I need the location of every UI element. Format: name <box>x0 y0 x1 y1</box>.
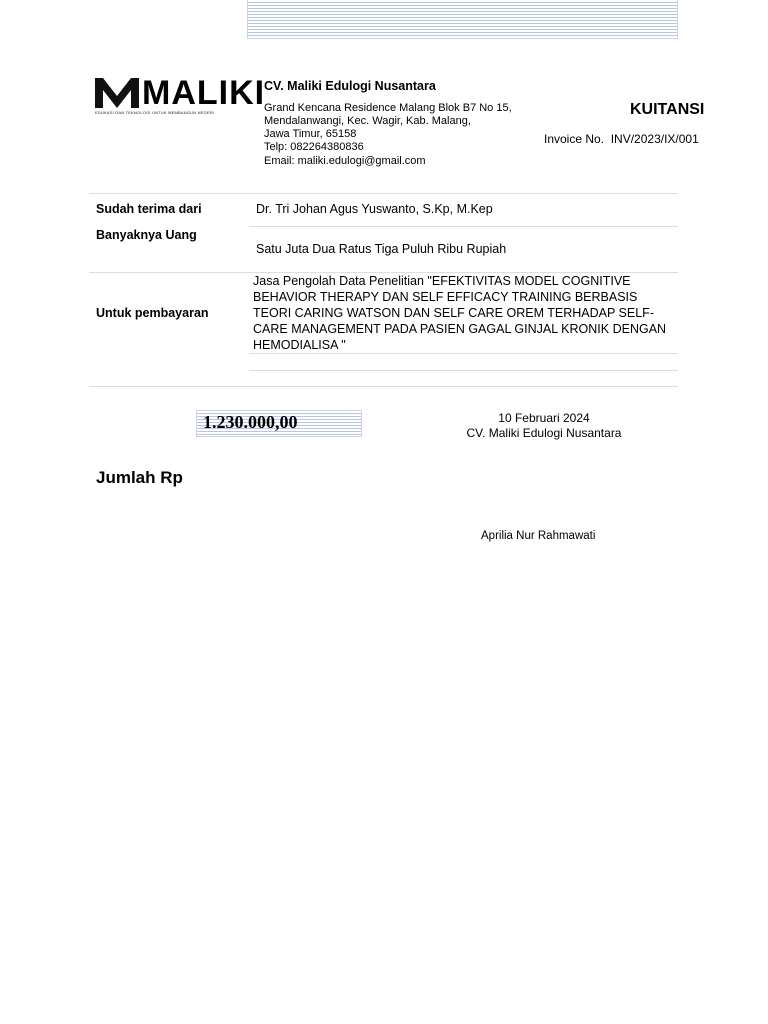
logo-wordmark: MALIKI <box>142 74 266 112</box>
total-amount: 1.230.000,00 <box>203 412 298 432</box>
divider <box>249 226 678 227</box>
divider <box>89 386 678 387</box>
signer-name: Aprilia Nur Rahmawati <box>481 530 596 542</box>
address-line-2: Mendalanwangi, Kec. Wagir, Kab. Malang, <box>264 115 471 127</box>
divider <box>249 353 678 354</box>
payment-for-value: Jasa Pengolah Data Penelitian "EFEKTIVITAS MODEL COGNITIVE BEHAVIOR THERAPY DAN SELF EFFICACY TRAINING BERBASIS TEORI CARING WATSON DAN SELF CARE OREM TERHADAP SELF-CARE MANAGEMENT PADA PASIEN GAGAL GINJAL KRONIK DENGAN HEMODIALISA " <box>253 274 667 352</box>
logo-tagline: EDUKASI DAN TEKNOLOGI UNTUK MEMBANGUN NEGERI <box>95 110 215 115</box>
signature-block <box>440 411 648 441</box>
invoice-value: INV/2023/IX/001 <box>610 132 699 146</box>
header-banner <box>247 0 678 39</box>
company-name: CV. Maliki Edulogi Nusantara <box>264 79 436 93</box>
amount-words-value: Satu Juta Dua Ratus Tiga Puluh Ribu Rupiah <box>256 242 507 256</box>
signature-company: CV. Maliki Edulogi Nusantara <box>466 426 622 440</box>
company-email: Email: maliki.edulogi@gmail.com <box>264 155 426 167</box>
received-from-label: Sudah terima dari <box>96 202 202 216</box>
invoice-label: Invoice No. <box>544 132 605 146</box>
amount-words-label: Banyaknya Uang <box>96 228 197 242</box>
divider <box>89 193 678 194</box>
company-phone: Telp: 082264380836 <box>264 141 364 153</box>
invoice-number <box>544 132 699 146</box>
document-title: KUITANSI <box>630 101 705 118</box>
address-line-3: Jawa Timur, 65158 <box>264 128 357 140</box>
divider <box>249 370 678 371</box>
received-from-value: Dr. Tri Johan Agus Yuswanto, S.Kp, M.Kep <box>256 202 493 216</box>
total-label: Jumlah Rp <box>96 468 183 487</box>
company-logo <box>95 74 266 116</box>
address-line-1: Grand Kencana Residence Malang Blok B7 No 15, <box>264 102 512 114</box>
signature-date: 10 Februari 2024 <box>498 411 590 425</box>
payment-for-label: Untuk pembayaran <box>96 306 209 320</box>
